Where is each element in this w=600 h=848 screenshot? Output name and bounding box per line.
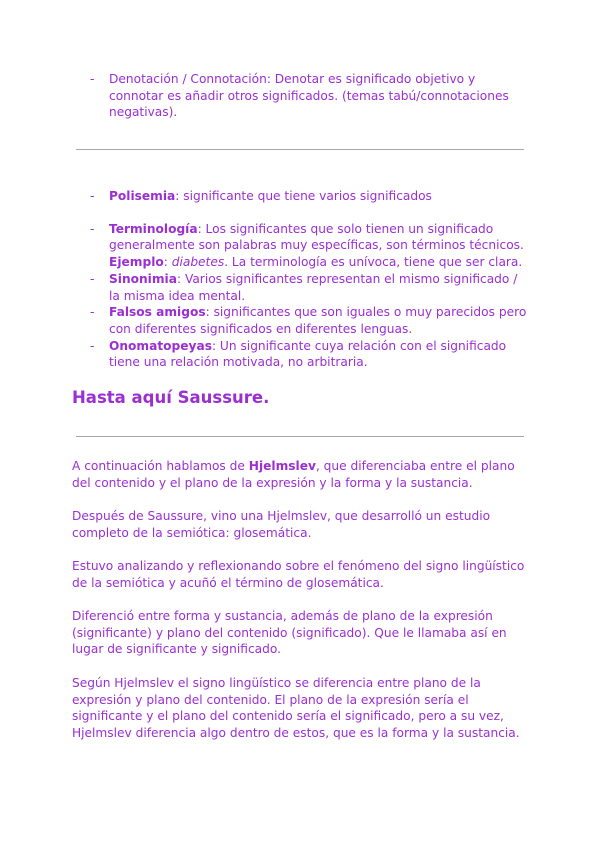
polisemia-text: : significante que tiene varios significados (175, 189, 432, 203)
terms-list (90, 188, 530, 371)
term-onomatopeyas: Onomatopeyas (109, 338, 212, 353)
bullet-dash: - (90, 189, 95, 203)
list-item-denotacion (90, 71, 530, 121)
term-sinonimia: Sinonimia (109, 271, 177, 286)
bullet-dash: - (90, 72, 95, 86)
term-polisemia: Polisemia (109, 189, 176, 203)
example-label: Ejemplo (109, 255, 164, 270)
paragraph-3: Estuvo analizando y reflexionando sobre el fenómeno del signo lingüístico de la semiótica y acuñó el término de glosemática. (72, 559, 525, 590)
sinonimia-text: : Varios significantes representan el mismo significado / la misma idea mental. (109, 271, 518, 303)
paragraph-2: Después de Saussure, vino una Hjelmslev, que desarrolló un estudio completo de la semiótica: glosemática. (72, 509, 491, 540)
bullet-dash: - (90, 305, 95, 320)
denotacion-list (90, 71, 530, 121)
paragraph-4: Diferenció entre forma y sustancia, además de plano de la expresión (significante) y plano del contenido (significado). Que le llamaba así en lugar de significante y significado. (72, 609, 507, 657)
example-word: diabetes (171, 255, 225, 270)
p1-after: , que diferenciaba entre el plano del contenido y el plano de la expresión y la forma y la sustancia. (72, 459, 515, 490)
bullet-dash: - (90, 271, 95, 286)
example-sep: : (163, 255, 172, 270)
list-item-polisemia (90, 188, 530, 205)
horizontal-rule (76, 149, 524, 150)
list-item-terminologia (90, 221, 530, 271)
falsos-amigos-text: : significantes que son iguales o muy parecidos pero con diferentes significados en diferentes lenguas. (109, 305, 527, 336)
term-terminologia: Terminología (109, 221, 198, 236)
example-rest: . La terminología es unívoca, tiene que ser clara. (224, 255, 523, 270)
denotacion-text: Denotación / Connotación: Denotar es significado objetivo y connotar es añadir otros significados. (temas tabú/connotaciones negativas). (109, 72, 509, 120)
horizontal-rule (76, 436, 524, 437)
p1-before: A continuación hablamos de (72, 459, 249, 473)
list-item-onomatopeyas (90, 338, 530, 371)
terminologia-text: : Los significantes que solo tienen un significado generalmente son palabras muy específicas, son términos técnicos. (109, 221, 524, 253)
list-item-falsos-amigos (90, 304, 530, 337)
paragraph-1 (72, 458, 532, 491)
paragraph-5: Según Hjelmslev el signo lingüístico se diferencia entre plano de la expresión y plano del contenido. El plano de la expresión sería el significante y el plano del contenido sería el significado, pero a su vez, Hjelmslev diferencia algo dentro de estos, que es la forma y la sustancia. (72, 676, 520, 741)
onomatopeyas-text: : Un significante cuya relación con el significado tiene una relación motivada, no arbitraria. (109, 338, 507, 370)
p1-bold: Hjelmslev (248, 459, 316, 473)
list-item-sinonimia (90, 271, 530, 304)
bullet-dash: - (90, 338, 95, 353)
section-heading: Hasta aquí Saussure. (72, 388, 270, 407)
bullet-dash: - (90, 221, 95, 236)
term-falsos-amigos: Falsos amigos (109, 305, 206, 320)
